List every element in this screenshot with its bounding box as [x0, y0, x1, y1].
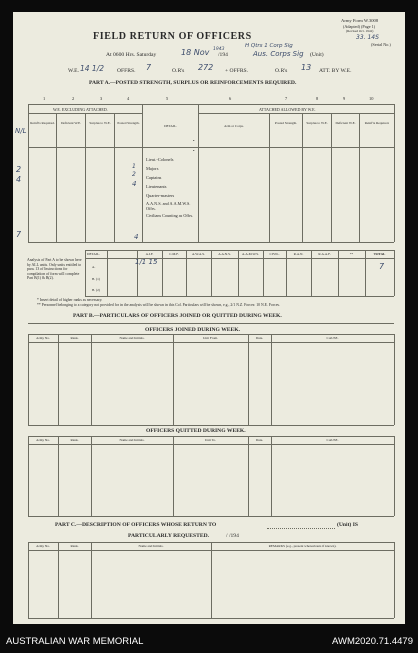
rank-aans: A.A.N.S. and A.A.M.W.S. Offrs.: [146, 201, 191, 211]
col-head-arm-corps: Arm or Corps.: [224, 124, 244, 128]
ors2-label: O.R's: [275, 68, 288, 74]
col-number-4: 4: [127, 96, 130, 101]
col-head-posted-left: Posted Strength.: [117, 121, 140, 125]
analysis-col-total: TOTAL: [373, 252, 386, 256]
part-c-col-rank: Rank.: [70, 544, 79, 548]
col-head-detail: DETAIL.: [164, 124, 177, 128]
form-adapted: (Adapted) (Page 1): [343, 24, 376, 29]
joined-col-cause: CAUSE.: [326, 336, 339, 340]
part-c-col-remarks: REMARKS (e.g., present whereabouts if known).: [268, 544, 337, 548]
quitted-col-name: Name and Initials.: [119, 438, 145, 442]
joined-col-rank: Rank.: [70, 336, 79, 340]
reinf-handwritten-captains: 4: [16, 175, 22, 184]
analysis-row-a: A.: [92, 265, 96, 269]
analysis-row-b1: B. (1): [92, 277, 100, 281]
rank-civilians: Civilians Counting as Offrs.: [146, 213, 194, 218]
footnote-category: ** Personnel belonging to a category not provided for in the analysis will be shown in this Col. Particulars will be shown, e.g., 2/1 N.Z. Forces: 10 N.E. Forces.: [37, 303, 280, 307]
joined-col-name: Name and Initials.: [119, 336, 145, 340]
detail-marker: •: [193, 148, 195, 153]
col-head-reinf-right: Reinf'ts Required.: [364, 121, 390, 125]
analysis-col-civil: CIVIL.: [269, 252, 280, 256]
reinf-handwritten-majors: 2: [16, 165, 22, 174]
detail-marker: •: [193, 138, 195, 143]
footnote-higher-ranks: * Insert detail of higher ranks as necessary.: [37, 298, 103, 302]
part-b-title: PART B.—PARTICULARS OF OFFICERS JOINED OR QUITTED DURING WEEK.: [73, 313, 282, 319]
footer-accession: AWM2020.71.4479: [332, 636, 413, 647]
analysis-col-aamws: A.A.M.W.S.: [242, 252, 259, 256]
footer-institution: AUSTRALIAN WAR MEMORIAL: [6, 636, 144, 647]
col-number-8: 8: [316, 96, 319, 101]
col-head-posted-right: Posted Strength.: [274, 121, 298, 125]
analysis-col-raaf: R.A.A.F.: [318, 252, 331, 256]
quitted-title: OFFICERS QUITTED DURING WEEK.: [146, 428, 246, 434]
col-number-9: 9: [343, 96, 346, 101]
year-label: /194: [218, 52, 228, 58]
rank-captains: Captains: [146, 175, 162, 180]
analysis-col-ran: R.A.N.: [293, 252, 304, 256]
attached-allowed-header: ATTACHED ALLOWED BY W.E.: [259, 107, 316, 112]
joined-title: OFFICERS JOINED DURING WEEK.: [145, 327, 241, 333]
serial-number: 33. 14S: [356, 34, 379, 41]
col-number-1: 1: [43, 96, 46, 101]
analysis-col-aans: A.A.N.S.: [218, 252, 231, 256]
joined-col-army-no: Army No.: [36, 336, 50, 340]
serial-label: (Serial No.): [371, 42, 391, 47]
part-c-requested: PARTICULARLY REQUESTED.: [128, 533, 210, 539]
analysis-aif-handwritten: 1/1 15: [135, 258, 158, 266]
rank-quartermasters: Quarter-masters: [146, 193, 175, 198]
quitted-col-cause: CAUSE.: [326, 438, 339, 442]
posted-handwritten-ltcol: 1: [132, 163, 136, 170]
unit-label: (Unit): [310, 52, 324, 58]
unit-handwritten: Aus. Corps Sig: [253, 50, 304, 58]
at-hours-label: At 0600 Hrs. Saturday: [106, 52, 157, 58]
year-handwritten: 1943: [213, 47, 225, 52]
part-c-col-army-no: Army No.: [36, 544, 50, 548]
col-head-surplus-right: Surplus to W.E.: [306, 121, 328, 125]
col-head-deficient-right: Deficient W.E.: [335, 121, 356, 125]
part-c-unit-label: (Unit) IS: [337, 522, 358, 528]
ors2-handwritten: 13: [301, 63, 312, 72]
quitted-col-unit-to: Unit To.: [204, 438, 217, 442]
part-c-title: PART C.—DESCRIPTION OF OFFICERS WHOSE RETURN TO: [55, 522, 217, 528]
posted-handwritten-majors: 2: [132, 171, 136, 178]
joined-col-date: Date.: [255, 336, 264, 340]
form-page: [13, 12, 405, 624]
rank-lt-colonels: Lieut.-Colonels: [146, 157, 174, 162]
col-number-6: 6: [229, 96, 232, 101]
col-head-reinf-left: Reinf'ts Required.: [30, 121, 55, 125]
col-number-5: 5: [166, 96, 169, 101]
offrs-handwritten: 7: [146, 63, 152, 72]
posted-handwritten-captains: 4: [132, 180, 137, 188]
col-head-surplus-left: Surplus to W.E.: [89, 121, 111, 125]
analysis-detail-header: DETAIL.: [87, 252, 100, 256]
analysis-col-cmf: C.M.F.: [169, 252, 179, 256]
reinf-handwritten-total: 7: [16, 230, 22, 239]
reinf-handwritten-top: N/L: [15, 127, 27, 135]
col-number-2: 2: [72, 96, 75, 101]
offrs-label: OFFRS.: [117, 68, 136, 74]
rank-majors: Majors: [146, 166, 159, 171]
we-label: W.E.: [68, 68, 79, 74]
plus-offrs-label: + OFFRS.: [225, 68, 249, 74]
analysis-note: Analysis of Part A to be shown here by ALL units. Only units entitled to para. 13 of Instructions for compilation of form will complete Part B(1) & B(2).: [27, 258, 82, 281]
posted-handwritten-total: 4: [134, 233, 139, 241]
att-by-we-label: ATT. BY W.E.: [319, 68, 352, 74]
part-c-date: / /194: [226, 533, 239, 539]
col-number-10: 10: [369, 96, 374, 101]
analysis-row-b2: B. (2): [92, 288, 100, 292]
col-number-7: 7: [285, 96, 288, 101]
analysis-col-other: **: [349, 252, 354, 256]
form-revised: (Revised Oct. 1942): [346, 29, 374, 33]
analysis-total-handwritten: 7: [379, 262, 385, 271]
col-number-3: 3: [100, 96, 103, 101]
form-title: FIELD RETURN OF OFFICERS: [93, 31, 252, 42]
we-handwritten: 14 1/2: [80, 64, 104, 73]
ors-handwritten: 272: [198, 63, 214, 72]
date-handwritten: 18 Nov: [181, 48, 210, 57]
we-excluding-header: W.E. EXCLUDING ATTACHED.: [53, 107, 108, 112]
part-c-col-name: Name and Initials.: [138, 544, 164, 548]
form-number: Army Form W.3008: [341, 18, 379, 23]
quitted-col-date: Date.: [255, 438, 264, 442]
ors-label: O.R's: [172, 68, 185, 74]
analysis-col-awas: A.W.A.S.: [191, 252, 206, 256]
analysis-col-aif: A.I.F.: [145, 252, 154, 256]
unit-handwritten-top: H Qtrs 1 Corp Sig: [245, 43, 293, 49]
part-a-title: PART A.—POSTED STRENGTH, SURPLUS OR REINFORCEMENTS REQUIRED.: [89, 80, 297, 86]
rank-lieutenants: Lieutenants: [146, 184, 167, 189]
col-head-deficient-left: Deficient W.E.: [60, 121, 82, 125]
quitted-col-rank: Rank.: [70, 438, 79, 442]
quitted-col-army-no: Army No.: [36, 438, 50, 442]
joined-col-unit-from: Unit From.: [202, 336, 219, 340]
